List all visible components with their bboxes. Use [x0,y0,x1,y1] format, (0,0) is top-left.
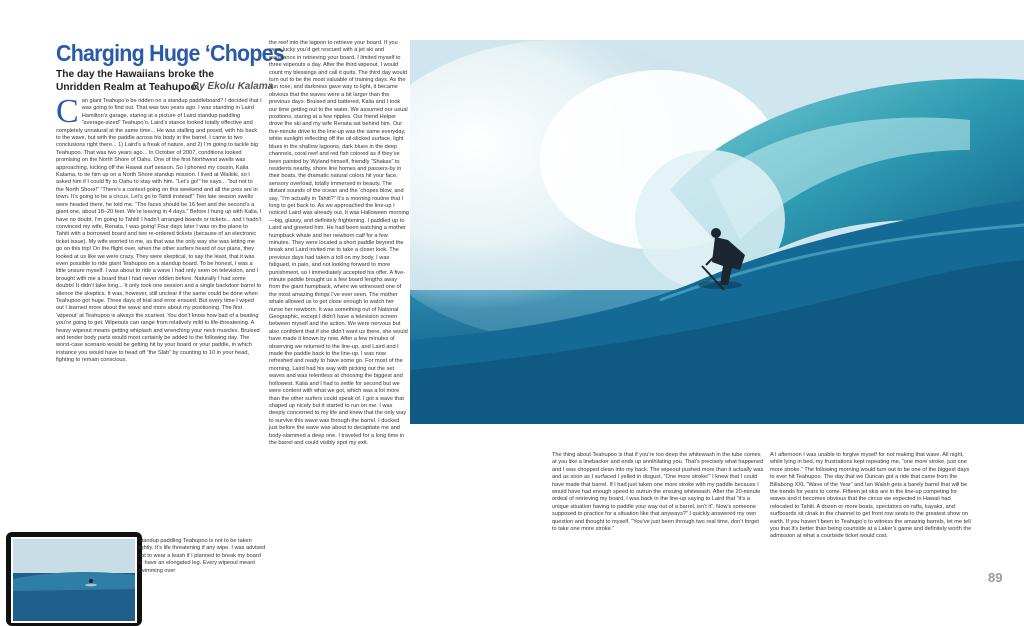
body-text-3: The thing about Teahupoo is that if you’re too deep the whitewash in the tube comes at you like a linebacker and ends up annihilating you. That’s precisely what happened and I was chopped clean into my back. The wipeout pushed more than it actually was and as soon as I surfaced I yelled in disgust, “One more stroke!” I knew that I could have made that barrel. If I had just taken one more stroke with my paddle because I would have had enough speed to outrun the ensuing whitewash. After the 20-minute ordeal of retrieving my board, I was back in the line-up saying to Laird that “it’s a unique situation having to paddle your way out of a barrel, isn’t it”. Now’s someone supposed to practice for a situation like that anyways?” I quickly answered my own question and thought to myself, “You’ve just been through two real time, don’t forget to take one more stroke.” [552,452,764,533]
body-text-4: A I afternoon I was unable to forgive myself for not making that wave. All night, while lying in bed, my frustrations kept repeating me, “one more stroke, just one more stroke.” The following morning would turn out to be one of the biggest days to ever hit Teahupoo. The day that we Duncan got a ride that came from the Billabong XXL “Wave of the Year” and Ian Walsh gets a barely barrel that will be the trends for years to come. Fifteen jet skis are in the line-up competing for waves and it becomes obvious that the circus we expected in Hawaii had relocated to Tahiti. A dozen or more boats, spectators on rafts, kayaks, and surfboards sit cloak in the channel to get front row seats to the greatest show on earth. If you haven’t been to Teahupo’o to witness the amazing barrels, let me tell you that it’s better than being courtside at a Laker’s game and definitely worth the admission at what a courtside ticket would cost. [770,452,972,540]
inset-caption-text: Standup paddling Teahupoo is not to be taken lightly. It’s life threatening if any wipe. I was advised not to wear a leash if I planned to break my board or have an elongated leg. Every wipeout meant swimming over [138,538,266,574]
body-text-1: an giant Teahupo’o be ridden on a standup paddleboard? I decided that I was going to find out. That was two years ago. I was standing in Laird Hamilton’s garage, staring at a picture of Laird standup paddling “average-sized” Teahupo’o. Laird’s stance looked totally effective and completely unnatural at the same time... He was stalling and posed, with his back to the wave, but with the paddle across his body in the barrel. I came to two conclusions right there... 1) Laird’s a freak of nature, and 2) I’m going to tackle big Teahupoo. That was two years ago... In October of 2007, conditions looked promising on the North Shore of Oahu. One of the first Northwest swells was approaching, kicking off the Hawaii surf season. So I phoned my cousin, Kalia Kalama, to tie him up on a North Shore standup mission. I lived at Waikiki, so I asked him if I could fly to Oahu to stay with him. “Let’s go!” he says... “but not to the North Shore!” “There’s a contest going on this weekend and all the pros are in town. It’s going to be a circus. Let’s go to Tahiti instead!” Two late season swells were headed there, he told me. “The faces should be 16 feet and the second’s a giant one, about 18–20 feet. We’re leaving in 4 days.” Before I hung up with Kalia, I have no doubt. I’m going to Tahiti! I hadn’t arranged boards or tickets... and I hadn’t convinced my wife, Renata, I was going! Four days later I was on the plane to Tahiti with a borrowed board and two re-ordered tickets (because of an electronic ticket issue). My wife worried to me, as that was the only way she was letting me go on this trip! On the flight over, when the other surfers heard of our plans, they looked at us like we were crazy. They were skeptical, to say the least, that it was even possible to ride giant Teahupoo on a standup board. To be honest, I was a little unsure myself. I was about to ride a wave I had only seen on television, and I brought with me a board that I had never ridden before. Naturally I had some doubts! It didn’t take long... It only took one session and a single backdoor barrel to silence the skeptics. It was, however, still unclear if the same could be done when Teahupoo got huge. Three days of trial and error ensued. But every time I wiped out I learned more about the wave and more about my positioning. The first ‘wipeout’ at Teahupoo is always the scariest. You don’t know how bad of a beating you’re going to get. Wipeouts can range from relatively mild to life-threatening. A heavy wipeout means getting whiplash and wrenching your neck muscles. Bruised and tender body parts would most certainly be added to the following day. The worst-case scenario would be getting hit by your board or your paddle, in which instance you would have to head off “the Slab” by counting to 10 in your head, fighting to remain conscious. [56,98,262,364]
body-column-2 [269,40,409,592]
article-title: Charging Huge ‘Chopes [56,40,284,66]
body-column-1 [56,98,262,530]
page-number: 89 [988,570,1003,585]
inset-surf-photo [11,537,137,623]
wave-illustration [410,40,1024,424]
body-text-2: the reef into the lagoon to retrieve your board. If you were lucky you’d get rescued with a jet ski and assistance in retrieving your board. I limited myself to three wipeouts a day. After the third wipeout, I would count my blessings and call it quits. The third day would turn out to be the most valuable of training days. As the sun rose, and darkness gave way to light, it became obvious that the waves were a bit larger than the previous days. Bruised and battered, Kalia and I took our time getting out to the water. We assumed our usual positions, staring at a few ripples. Our friend Helper drove the ski and my wife Renata sat behind him. Our five-minute drive to the line-up was the same everyday, white sunlight reflecting off the oil-slicked surface, light blues in the shallow lagoons, dark blues in the deep channels, coral reef and red fish colored as if they’ve been painted by Wyland himself, friendly “Shakas” to residents nearby, shore line homes and passers-by in their boats, the dramatic natural colors hit your face, sensory overload, totally immersed in beauty. The distant sounds of the ocean and the ‘chopes blow, and say, “I’m actually in Tahiti?” It’s a morning routine that I long to get back to. As we approached the line-up I noticed Laird was already out. It was Halloween morning—big, glassy, and definitely frightening. I paddled up to Laird and greeted him. He had been watching a mother humpback whale and her newborn calf for a few minutes. They were located a short paddle beyond the break and Laird invited me to take a closer look. The previous days had taken a toll on my body. I was fatigued, in pain, and not looking forward to more punishment, so I immediately accepted his offer. A five-minute paddle brought us a few board lengths away from the giant humpback, where we witnessed one of the most amazing things I’ve ever seen. The mother whale allowed us to get close enough to watch her nurse her newborn. It was something out of National Geographic, except I didn’t have a television screen between myself and the action. We were nervous but also confident that if she didn’t want us there, she would have made it known by now. After a few minutes of observing we returned to the line-up, and Laird and I made the paddle back to the line-up. I was now refreshed and ready to have some go. For most of the morning, Laird had his way with picking out the set waves and was relentless at choosing the biggest and hollowest. Kalia and I had to settle for second but we were content with what we got, which was a lot more than the other surfers could speak of. I got a wave that shaped up nicely but it started to run on me. I was deeply concerned to my life and knew that the only way to survive this wave was through the barrel. I ducked just before the wave was about to decapitate me and body-slammed a deep one. I traveled for a long time in the barrel and could visibly spot my exit. [269,40,409,446]
inset-wave-illustration [13,539,135,621]
drop-cap: C [56,98,79,130]
article-subtitle: The day the Hawaiians broke the Unridden Realm at Teahupoo. [56,69,214,93]
body-column-4 [770,452,972,582]
article-byline: By Ekolu Kalama [192,81,274,92]
body-column-3 [552,452,764,584]
surf-photo [410,40,1024,424]
body-column-2-cont [410,432,546,592]
